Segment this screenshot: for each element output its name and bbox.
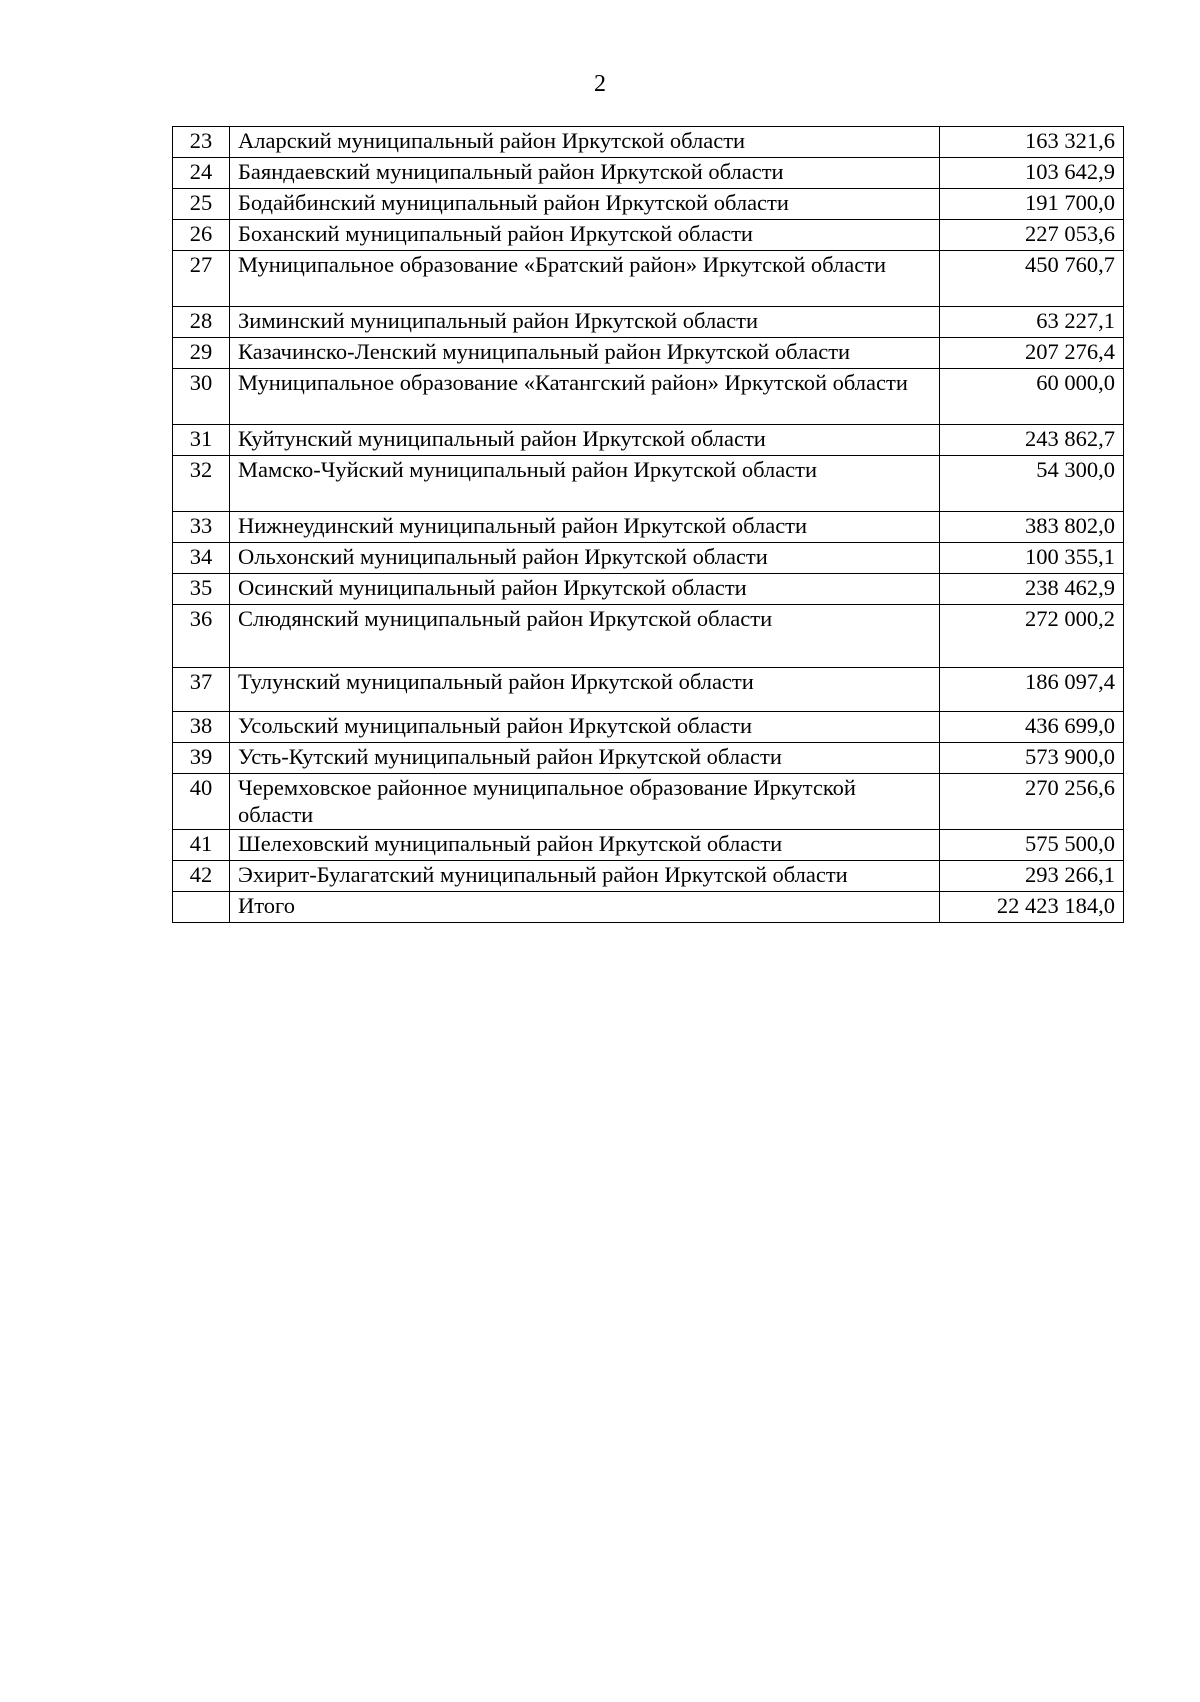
row-number: 38 (173, 712, 230, 743)
table-row (173, 307, 1124, 338)
row-number: 25 (173, 189, 230, 220)
row-number: 41 (173, 830, 230, 861)
table-row (173, 774, 1124, 830)
amount-value: 227 053,6 (940, 220, 1124, 251)
amount-value: 191 700,0 (940, 189, 1124, 220)
table-row (173, 543, 1124, 574)
row-number: 27 (173, 251, 230, 307)
row-number: 35 (173, 574, 230, 605)
table-row (173, 220, 1124, 251)
table-row (173, 830, 1124, 861)
table-row (173, 712, 1124, 743)
total-amount: 22 423 184,0 (940, 892, 1124, 923)
municipality-name: Баяндаевский муниципальный район Иркутской области (230, 158, 940, 189)
table-row (173, 512, 1124, 543)
row-number: 26 (173, 220, 230, 251)
row-number: 40 (173, 774, 230, 830)
amount-value: 238 462,9 (940, 574, 1124, 605)
table-row (173, 668, 1124, 712)
table-row (173, 425, 1124, 456)
total-row-number (173, 892, 230, 923)
total-label: Итого (230, 892, 940, 923)
amount-value: 103 642,9 (940, 158, 1124, 189)
amount-value: 270 256,6 (940, 774, 1124, 830)
allocation-table (172, 126, 1124, 923)
municipality-name: Зиминский муниципальный район Иркутской области (230, 307, 940, 338)
municipality-name: Ольхонский муниципальный район Иркутской области (230, 543, 940, 574)
row-number: 42 (173, 861, 230, 892)
amount-value: 293 266,1 (940, 861, 1124, 892)
municipality-name: Слюдянский муниципальный район Иркутской области (230, 605, 940, 668)
table-row (173, 605, 1124, 668)
total-row (173, 892, 1124, 923)
municipality-name: Куйтунский муниципальный район Иркутской области (230, 425, 940, 456)
amount-value: 54 300,0 (940, 456, 1124, 512)
amount-value: 575 500,0 (940, 830, 1124, 861)
municipality-name: Черемховское районное муниципальное образование Иркутской области (230, 774, 940, 830)
table-row (173, 456, 1124, 512)
amount-value: 450 760,7 (940, 251, 1124, 307)
amount-value: 207 276,4 (940, 338, 1124, 369)
municipality-name: Бодайбинский муниципальный район Иркутской области (230, 189, 940, 220)
table-row (173, 251, 1124, 307)
municipality-name: Тулунский муниципальный район Иркутской области (230, 668, 940, 712)
table-row (173, 861, 1124, 892)
row-number: 36 (173, 605, 230, 668)
table-row (173, 127, 1124, 158)
amount-value: 573 900,0 (940, 743, 1124, 774)
municipality-name: Усольский муниципальный район Иркутской области (230, 712, 940, 743)
amount-value: 100 355,1 (940, 543, 1124, 574)
page-number: 2 (594, 71, 606, 97)
municipality-name: Казачинско-Ленский муниципальный район Иркутской области (230, 338, 940, 369)
table-row (173, 189, 1124, 220)
municipality-name: Муниципальное образование «Братский район» Иркутской области (230, 251, 940, 307)
row-number: 30 (173, 369, 230, 425)
table-row (173, 338, 1124, 369)
row-number: 39 (173, 743, 230, 774)
row-number: 37 (173, 668, 230, 712)
row-number: 29 (173, 338, 230, 369)
amount-value: 60 000,0 (940, 369, 1124, 425)
municipality-name: Нижнеудинский муниципальный район Иркутской области (230, 512, 940, 543)
amount-value: 436 699,0 (940, 712, 1124, 743)
row-number: 23 (173, 127, 230, 158)
row-number: 33 (173, 512, 230, 543)
row-number: 32 (173, 456, 230, 512)
municipality-name: Боханский муниципальный район Иркутской области (230, 220, 940, 251)
amount-value: 383 802,0 (940, 512, 1124, 543)
row-number: 34 (173, 543, 230, 574)
table-row (173, 369, 1124, 425)
amount-value: 163 321,6 (940, 127, 1124, 158)
table-row (173, 574, 1124, 605)
amount-value: 63 227,1 (940, 307, 1124, 338)
row-number: 28 (173, 307, 230, 338)
row-number: 24 (173, 158, 230, 189)
municipality-name: Осинский муниципальный район Иркутской области (230, 574, 940, 605)
municipality-name: Шелеховский муниципальный район Иркутской области (230, 830, 940, 861)
amount-value: 243 862,7 (940, 425, 1124, 456)
municipality-name: Аларский муниципальный район Иркутской области (230, 127, 940, 158)
municipality-name: Муниципальное образование «Катангский район» Иркутской области (230, 369, 940, 425)
row-number: 31 (173, 425, 230, 456)
municipality-name: Усть-Кутский муниципальный район Иркутской области (230, 743, 940, 774)
municipality-name: Эхирит-Булагатский муниципальный район Иркутской области (230, 861, 940, 892)
table-row (173, 743, 1124, 774)
municipality-name: Мамско-Чуйский муниципальный район Иркутской области (230, 456, 940, 512)
table-row (173, 158, 1124, 189)
amount-value: 272 000,2 (940, 605, 1124, 668)
amount-value: 186 097,4 (940, 668, 1124, 712)
